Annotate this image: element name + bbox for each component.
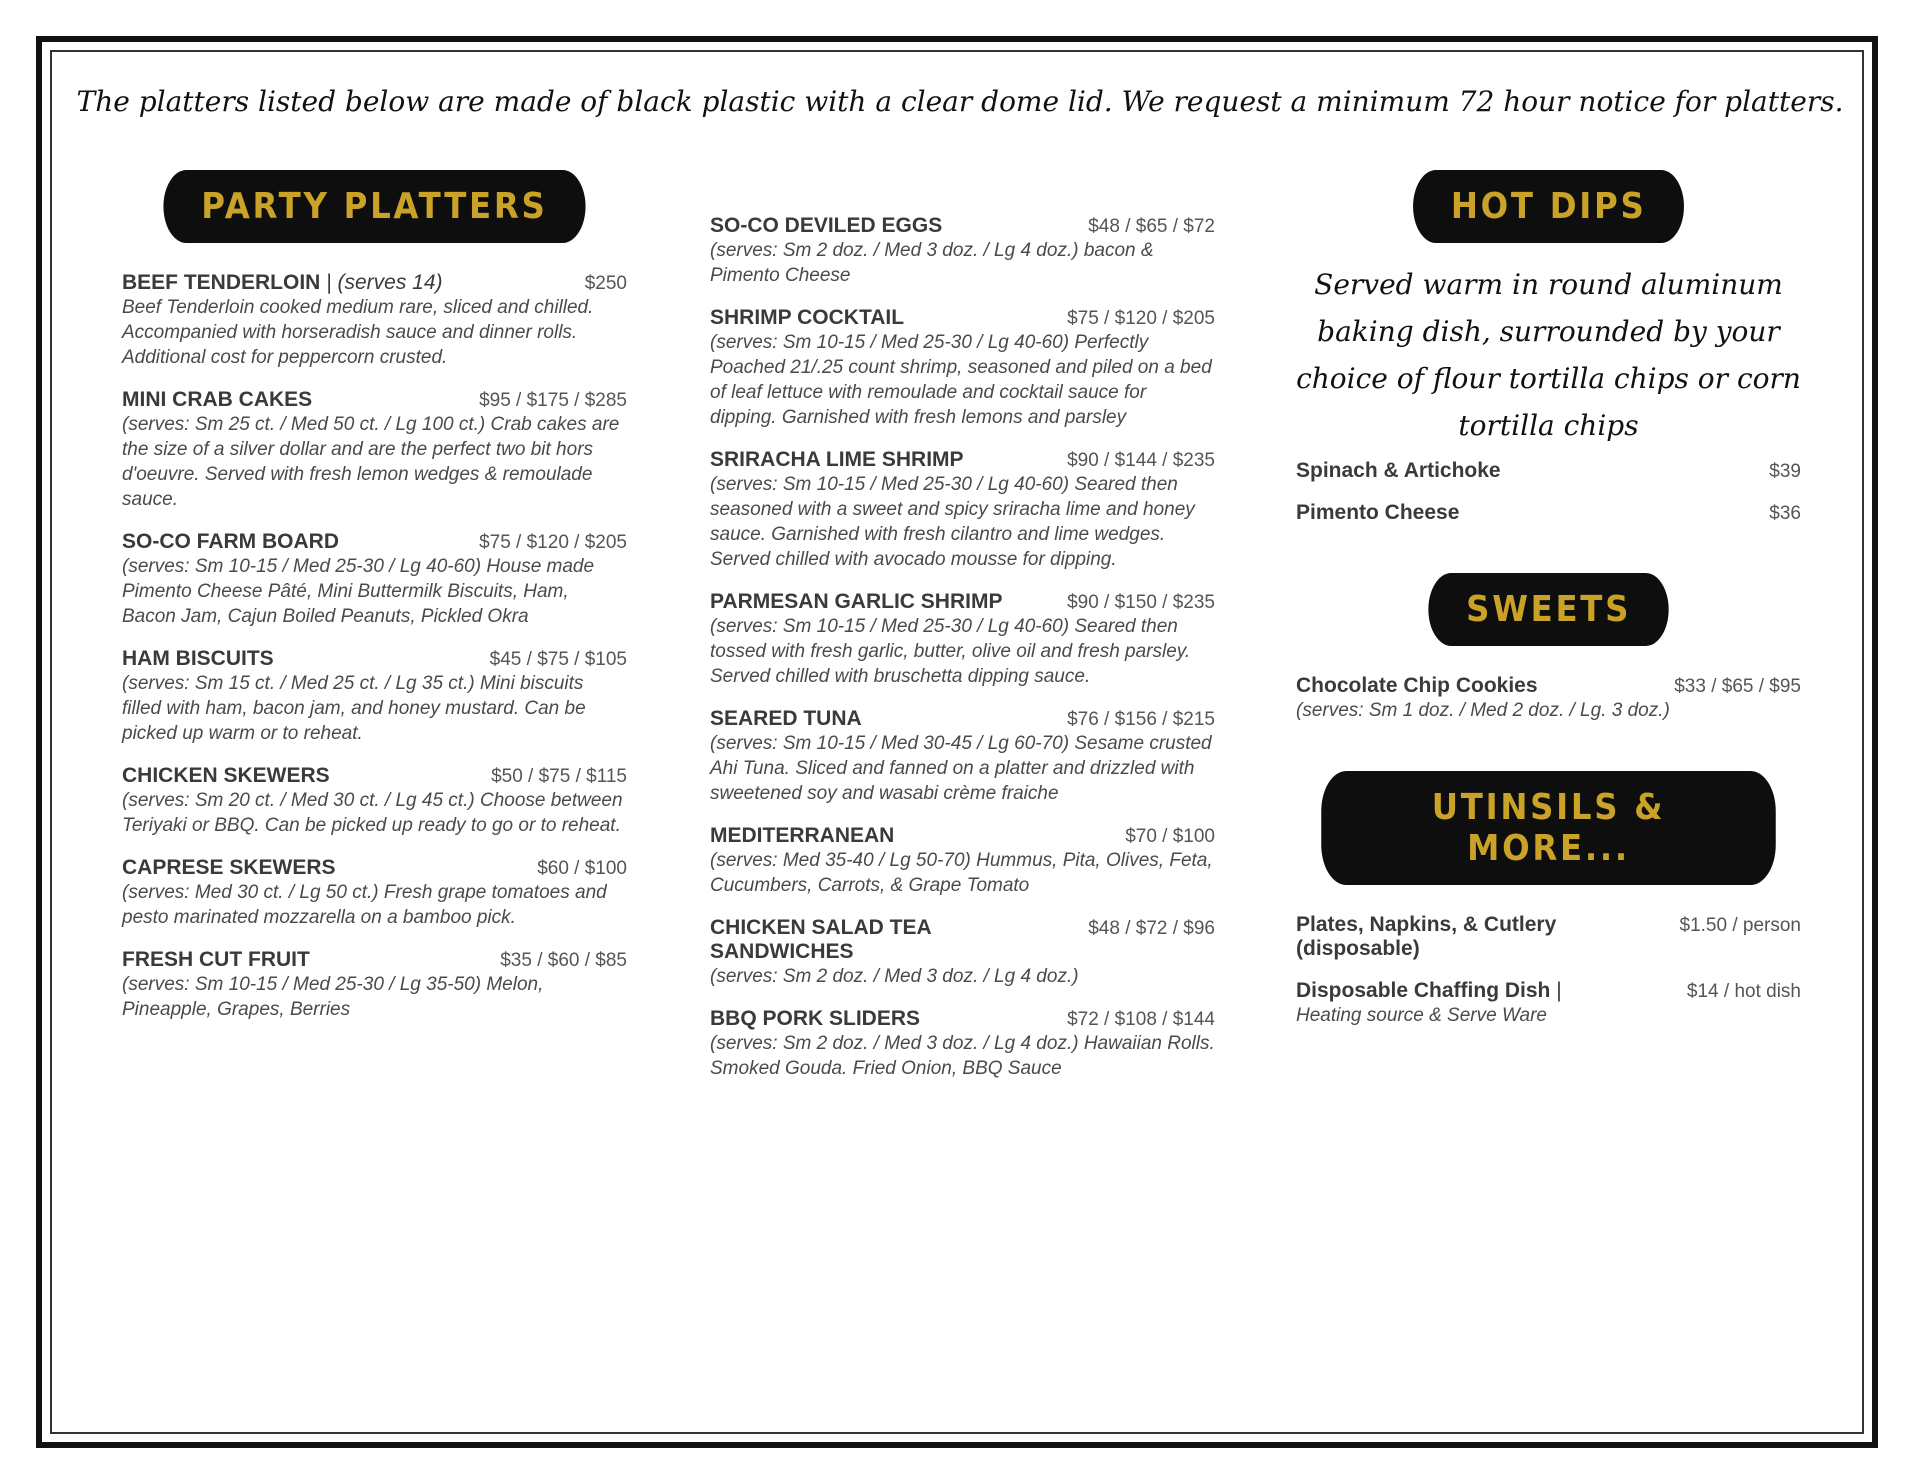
item-name: MEDITERRANEAN: [710, 824, 895, 847]
menu-item: [1296, 913, 1801, 961]
hot-dips-banner: HOT DIPS: [1413, 170, 1684, 243]
menu-item: [1296, 459, 1801, 483]
item-price: $39: [1769, 461, 1801, 482]
item-price: $75 / $120 / $205: [479, 532, 627, 553]
menu-item: [122, 647, 627, 746]
item-price: $48 / $65 / $72: [1088, 216, 1215, 237]
item-price: $50 / $75 / $115: [491, 766, 627, 787]
item-price: $35 / $60 / $85: [500, 950, 627, 971]
item-name: CHICKEN SKEWERS: [122, 764, 330, 787]
menu-item: [710, 916, 1215, 989]
item-name: SO-CO DEVILED EGGS: [710, 214, 943, 237]
hot-dips-subtitle: Served warm in round aluminum baking dish, surrounded by your choice of flour tortilla chips or corn tortilla chips: [1296, 268, 1801, 442]
item-description: (serves: Med 35-40 / Lg 50-70) Hummus, Pita, Olives, Feta, Cucumbers, Carrots, & Grape Tomato: [710, 850, 1213, 896]
menu-item: [710, 824, 1215, 898]
menu-item: [1296, 979, 1801, 1028]
item-name: BBQ PORK SLIDERS: [710, 1007, 921, 1030]
item-name: CHICKEN SALAD TEA SANDWICHES: [710, 916, 931, 963]
menu-item: [122, 948, 627, 1022]
utensils-banner: UTINSILS & MORE...: [1321, 771, 1776, 885]
menu-item: [122, 388, 627, 512]
item-price: $95 / $175 / $285: [479, 390, 627, 411]
item-name: Disposable Chaffing Dish |: [1296, 979, 1562, 1002]
item-price: $90 / $144 / $235: [1067, 450, 1215, 471]
item-description: (serves: Sm 10-15 / Med 25-30 / Lg 40-60) House made Pimento Cheese Pâté, Mini Buttermilk Biscuits, Ham, Bacon Jam, Cajun Boiled Peanuts, Pickled Okra: [122, 556, 595, 627]
menu-item: [710, 1007, 1215, 1081]
intro-text: The platters listed below are made of black plastic with a clear dome lid. We request a minimum 72 hour notice for platters.: [76, 85, 1844, 118]
party-platters-column: [122, 170, 627, 1040]
item-description: Beef Tenderloin cooked medium rare, sliced and chilled. Accompanied with horseradish sauce and dinner rolls. Additional cost for peppercorn crusted.: [122, 297, 594, 368]
item-price: $70 / $100: [1125, 826, 1215, 847]
item-description: (serves: Sm 25 ct. / Med 50 ct. / Lg 100 ct.) Crab cakes are the size of a silver dollar and are the perfect two bit hors d'oeuvre. Served with fresh lemon wedges & remoulade sauce.: [122, 414, 620, 510]
item-name: SEARED TUNA: [710, 707, 862, 730]
item-name: Spinach & Artichoke: [1296, 459, 1501, 482]
item-price: $45 / $75 / $105: [489, 649, 627, 670]
menu-item: [122, 764, 627, 838]
item-price: $90 / $150 / $235: [1067, 592, 1215, 613]
menu-item: [710, 214, 1215, 288]
menu-item: [122, 271, 627, 370]
menu-item: [710, 448, 1215, 572]
item-price: $75 / $120 / $205: [1067, 308, 1215, 329]
item-name: MINI CRAB CAKES: [122, 388, 313, 411]
item-name: BEEF TENDERLOIN | (serves 14): [122, 271, 443, 294]
item-description: (serves: Sm 15 ct. / Med 25 ct. / Lg 35 ct.) Mini biscuits filled with ham, bacon jam, and honey mustard. Can be picked up warm or to reheat.: [122, 673, 586, 744]
item-description: (serves: Sm 10-15 / Med 30-45 / Lg 60-70) Sesame crusted Ahi Tuna. Sliced and fanned on a platter and drizzled with sweetened soy and wasabi crème fraiche: [710, 733, 1212, 804]
item-name: CAPRESE SKEWERS: [122, 856, 336, 879]
item-price: $76 / $156 / $215: [1067, 709, 1215, 730]
item-name: SRIRACHA LIME SHRIMP: [710, 448, 964, 471]
item-price: $60 / $100: [537, 858, 627, 879]
menu-item: [122, 856, 627, 930]
sweets-banner: SWEETS: [1428, 573, 1669, 646]
item-description: (serves: Med 30 ct. / Lg 50 ct.) Fresh grape tomatoes and pesto marinated mozzarella on a bamboo pick.: [122, 882, 607, 928]
item-serves: | (serves 14): [320, 271, 443, 294]
item-price: $33 / $65 / $95: [1674, 676, 1801, 697]
item-price: $250: [584, 273, 627, 294]
menu-item: [122, 530, 627, 629]
item-price: $48 / $72 / $96: [1088, 918, 1215, 939]
item-price: $14 / hot dish: [1686, 981, 1801, 1002]
item-name: FRESH CUT FRUIT: [122, 948, 310, 971]
menu-item: [710, 707, 1215, 806]
party-platters-banner: PARTY PLATTERS: [164, 170, 586, 243]
item-description: (serves: Sm 10-15 / Med 25-30 / Lg 40-60) Seared then tossed with fresh garlic, butter, olive oil and fresh parsley. Served chilled with bruschetta dipping sauce.: [710, 616, 1191, 687]
menu-item: [710, 306, 1215, 430]
item-description: (serves: Sm 2 doz. / Med 3 doz. / Lg 4 doz.): [710, 966, 1079, 987]
item-description: (serves: Sm 2 doz. / Med 3 doz. / Lg 4 doz.) bacon & Pimento Cheese: [710, 240, 1154, 286]
item-name: Chocolate Chip Cookies: [1296, 674, 1538, 697]
item-price: $72 / $108 / $144: [1067, 1009, 1215, 1030]
menu-item: [1296, 501, 1801, 525]
menu-item: [710, 590, 1215, 689]
item-price: $36: [1769, 503, 1801, 524]
item-description: (serves: Sm 2 doz. / Med 3 doz. / Lg 4 doz.) Hawaiian Rolls. Smoked Gouda. Fried Onion, BBQ Sauce: [710, 1033, 1215, 1079]
menu-item: [1296, 674, 1801, 723]
item-name: SO-CO FARM BOARD: [122, 530, 339, 553]
item-description: (serves: Sm 1 doz. / Med 2 doz. / Lg. 3 doz.): [1296, 700, 1670, 721]
item-description: (serves: Sm 10-15 / Med 25-30 / Lg 40-60) Perfectly Poached 21/.25 count shrimp, seasoned and piled on a bed of leaf lettuce with remoulade and cocktail sauce for dipping. Garnished with fresh lemons and parsley: [710, 332, 1212, 428]
item-description: (serves: Sm 20 ct. / Med 30 ct. / Lg 45 ct.) Choose between Teriyaki or BBQ. Can be picked up ready to go or to reheat.: [122, 790, 623, 836]
item-description: (serves: Sm 10-15 / Med 25-30 / Lg 35-50) Melon, Pineapple, Grapes, Berries: [122, 974, 544, 1020]
item-name: HAM BISCUITS: [122, 647, 274, 670]
middle-column: [710, 214, 1215, 1099]
item-name: Plates, Napkins, & Cutlery (disposable): [1296, 913, 1557, 960]
item-name: PARMESAN GARLIC SHRIMP: [710, 590, 1003, 613]
item-name: Pimento Cheese: [1296, 501, 1460, 524]
item-price: $1.50 / person: [1679, 915, 1801, 936]
item-description: (serves: Sm 10-15 / Med 25-30 / Lg 40-60) Seared then seasoned with a sweet and spicy sriracha lime and honey sauce. Garnished with fresh cilantro and lime wedges. Served chilled with avocado mousse for dipping.: [710, 474, 1195, 570]
right-column: [1296, 170, 1801, 1046]
item-description: Heating source & Serve Ware: [1296, 1005, 1547, 1026]
item-name: SHRIMP COCKTAIL: [710, 306, 905, 329]
